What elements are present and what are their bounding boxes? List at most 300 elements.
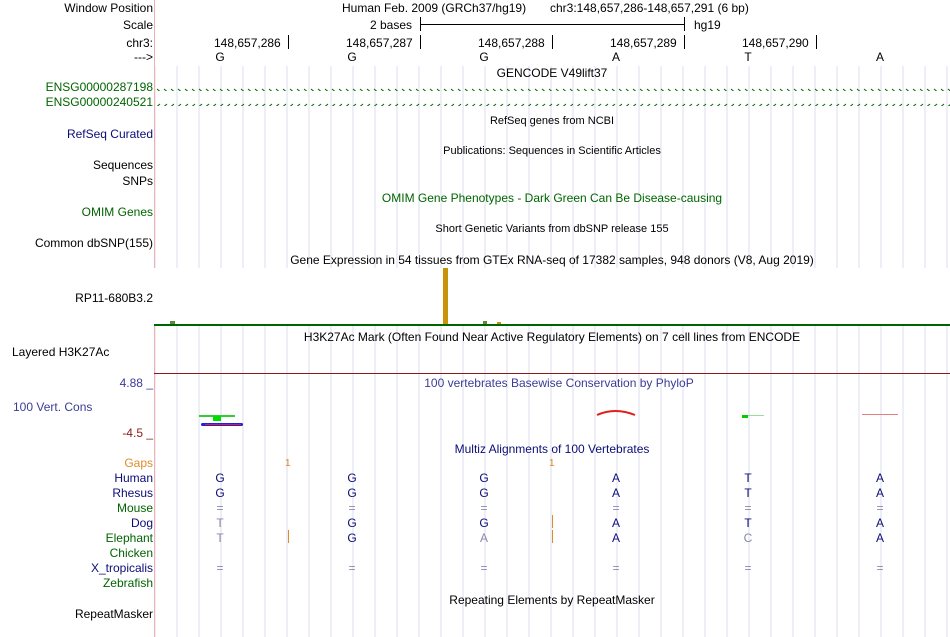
gene-strand-arrow xyxy=(297,89,300,91)
gene-strand-arrow xyxy=(542,104,545,106)
gene-strand-arrow xyxy=(682,104,685,106)
gene-strand-arrow xyxy=(724,89,727,91)
gene-strand-arrow xyxy=(619,104,622,106)
gene-strand-arrow xyxy=(885,89,888,91)
ruler-tick xyxy=(552,35,553,49)
gencode-gene2-label[interactable]: ENSG00000240521 xyxy=(45,95,153,109)
gene-strand-arrow xyxy=(703,89,706,91)
gene-strand-arrow xyxy=(892,89,895,91)
gene-strand-arrow xyxy=(780,89,783,91)
alignment-base: = xyxy=(876,561,884,575)
gene-strand-arrow xyxy=(493,104,496,106)
species-label-dog[interactable]: Dog xyxy=(130,516,153,530)
gene-strand-arrow xyxy=(346,104,349,106)
phylop-label[interactable]: 100 Vert. Cons xyxy=(13,400,93,414)
gene-strand-arrow xyxy=(514,104,517,106)
scale-bar-right-tick xyxy=(684,17,685,31)
gene-strand-arrow xyxy=(388,89,391,91)
gene-strand-arrow xyxy=(829,104,832,106)
gene-strand-arrow xyxy=(206,104,209,106)
gene-strand-arrow xyxy=(528,104,531,106)
gene-strand-arrow xyxy=(402,89,405,91)
gene-strand-arrow xyxy=(171,104,174,106)
gene-strand-arrow xyxy=(220,89,223,91)
gtex-gene-label[interactable]: RP11-680B3.2 xyxy=(75,291,153,305)
gene-strand-arrow xyxy=(395,104,398,106)
gene-strand-arrow xyxy=(878,89,881,91)
alignment-base: = xyxy=(612,501,620,515)
refseq-track-title: RefSeq genes from NCBI xyxy=(489,115,615,127)
gene-strand-arrow xyxy=(675,89,678,91)
gene-strand-arrow xyxy=(157,104,160,106)
ruler-tick xyxy=(420,35,421,49)
phylop-max-label: 4.88 _ xyxy=(119,376,153,390)
gene-strand-arrow xyxy=(234,89,237,91)
alignment-base: G xyxy=(347,486,357,500)
gene-strand-arrow xyxy=(801,104,804,106)
gene-strand-arrow xyxy=(276,89,279,91)
gene-strand-arrow xyxy=(759,89,762,91)
alignment-base: A xyxy=(875,471,884,485)
species-label-rhesus[interactable]: Rhesus xyxy=(112,486,153,500)
gene-strand-arrow xyxy=(927,89,930,91)
gene-strand-arrow xyxy=(703,104,706,106)
gene-strand-arrow xyxy=(458,89,461,91)
species-label-mouse[interactable]: Mouse xyxy=(116,501,153,515)
phylop-signal[interactable] xyxy=(154,404,950,430)
gene-strand-arrow xyxy=(752,89,755,91)
gene-strand-arrow xyxy=(934,104,937,106)
gene-strand-arrow xyxy=(696,89,699,91)
gene-strand-arrow xyxy=(409,89,412,91)
gene-strand-arrow xyxy=(857,104,860,106)
gene-strand-arrow xyxy=(878,104,881,106)
alignment-base: T xyxy=(216,531,224,545)
elephant-insert-mark-2 xyxy=(552,530,553,543)
gene-strand-arrow xyxy=(612,104,615,106)
gene-strand-arrow xyxy=(360,89,363,91)
alignment-base: A xyxy=(479,531,488,545)
dbsnp-label[interactable]: Common dbSNP(155) xyxy=(34,236,153,250)
gene-strand-arrow xyxy=(640,89,643,91)
gene-strand-arrow xyxy=(479,89,482,91)
gene-strand-arrow xyxy=(850,104,853,106)
gene-strand-arrow xyxy=(381,104,384,106)
gene-strand-arrow xyxy=(185,104,188,106)
window-position-label: Window Position xyxy=(64,1,153,15)
gene-strand-arrow xyxy=(787,104,790,106)
gtex-expression-bar[interactable] xyxy=(443,268,448,324)
species-label-human[interactable]: Human xyxy=(114,471,153,485)
gene-strand-arrow xyxy=(248,89,251,91)
gene-strand-arrow xyxy=(850,89,853,91)
gene-strand-arrow xyxy=(920,89,923,91)
gap-mark-1: 1 xyxy=(285,458,291,469)
ruler-position-label: 148,657,290 xyxy=(742,36,809,50)
alignment-base: = xyxy=(216,501,224,515)
ruler-tick xyxy=(288,35,289,49)
alignment-base: G xyxy=(479,486,489,500)
gene-strand-arrow xyxy=(381,89,384,91)
phylop-bar-g1-red xyxy=(205,424,241,425)
gene-strand-arrow xyxy=(500,89,503,91)
gene-strand-arrow xyxy=(178,89,181,91)
gene-strand-arrow xyxy=(430,104,433,106)
gene-strand-arrow xyxy=(234,104,237,106)
gene-strand-arrow xyxy=(227,89,230,91)
alignment-base: T xyxy=(744,471,752,485)
phylop-bar-t2 xyxy=(748,415,764,416)
ruler-base: A xyxy=(611,50,620,64)
gene-strand-arrow xyxy=(444,104,447,106)
gene-strand-arrow xyxy=(563,104,566,106)
h3k27ac-baseline xyxy=(154,373,950,374)
gene-strand-arrow xyxy=(731,104,734,106)
gene-strand-arrow xyxy=(199,89,202,91)
gene-strand-arrow xyxy=(773,104,776,106)
ruler-tick xyxy=(684,35,685,49)
ruler-base: G xyxy=(215,50,225,64)
gene-strand-arrow xyxy=(290,104,293,106)
gene-strand-arrow xyxy=(836,104,839,106)
gene-strand-arrow xyxy=(815,89,818,91)
gene-strand-arrow xyxy=(843,104,846,106)
repeatmasker-track-title: Repeating Elements by RepeatMasker xyxy=(449,593,655,607)
gene-strand-arrow xyxy=(815,104,818,106)
gene-strand-arrow xyxy=(864,89,867,91)
gene-strand-arrow xyxy=(192,104,195,106)
gene-strand-arrow xyxy=(556,89,559,91)
gene-strand-arrow xyxy=(801,89,804,91)
gene-strand-arrow xyxy=(437,104,440,106)
gene-strand-arrow xyxy=(521,89,524,91)
gene-strand-arrow xyxy=(507,89,510,91)
gene-strand-arrow xyxy=(941,104,944,106)
phylop-bar-g1-mid xyxy=(213,416,221,421)
alignment-base: = xyxy=(480,561,488,575)
species-label-zebrafish[interactable]: Zebrafish xyxy=(102,576,153,590)
alignment-base: A xyxy=(875,531,884,545)
gene-strand-arrow xyxy=(423,89,426,91)
h3k27ac-label[interactable]: Layered H3K27Ac xyxy=(12,345,110,359)
strand-label: ---> xyxy=(134,50,153,64)
gene-strand-arrow xyxy=(647,89,650,91)
gene-strand-arrow xyxy=(416,89,419,91)
alignment-base: G xyxy=(479,471,489,485)
gene-strand-arrow xyxy=(920,104,923,106)
phylop-bar-a xyxy=(862,414,898,415)
gene-strand-arrow xyxy=(885,104,888,106)
sequences-label[interactable]: Sequences xyxy=(92,158,153,172)
gene-strand-arrow xyxy=(192,89,195,91)
gene-strand-arrow xyxy=(465,89,468,91)
elephant-insert-mark-1 xyxy=(288,530,289,543)
gene-strand-arrow xyxy=(941,89,944,91)
dbsnp-track-title: Short Genetic Variants from dbSNP release 155 xyxy=(435,223,669,235)
gene-strand-arrow xyxy=(276,104,279,106)
gene-strand-arrow xyxy=(213,89,216,91)
gene-strand-arrow xyxy=(605,104,608,106)
gene-strand-arrow xyxy=(633,104,636,106)
gene-strand-arrow xyxy=(661,89,664,91)
gene-strand-arrow xyxy=(451,104,454,106)
gene-strand-arrow xyxy=(591,104,594,106)
gene-strand-arrow xyxy=(829,89,832,91)
gene-strand-arrow xyxy=(367,89,370,91)
gtex-track[interactable] xyxy=(154,268,950,326)
alignment-base: A xyxy=(875,516,884,530)
gene-strand-arrow xyxy=(906,104,909,106)
gene-strand-arrow xyxy=(514,89,517,91)
gene-strand-arrow xyxy=(374,104,377,106)
gene-strand-arrow xyxy=(367,104,370,106)
ruler-position-label: 148,657,286 xyxy=(214,36,281,50)
scale-db: hg19 xyxy=(694,18,721,32)
ruler-position-label: 148,657,288 xyxy=(478,36,545,50)
gene-strand-arrow xyxy=(423,104,426,106)
alignment-base: A xyxy=(611,531,620,545)
alignment-base: = xyxy=(744,561,752,575)
gene-strand-arrow xyxy=(262,104,265,106)
gene-strand-arrow xyxy=(227,104,230,106)
multiz-track-title: Multiz Alignments of 100 Vertebrates xyxy=(454,442,650,456)
gene-strand-arrow xyxy=(472,104,475,106)
gencode-gene2-track[interactable] xyxy=(154,99,950,106)
alignment-base: C xyxy=(743,531,753,545)
gene-strand-arrow xyxy=(759,104,762,106)
ruler-base: G xyxy=(479,50,489,64)
gene-strand-arrow xyxy=(465,104,468,106)
h3k27ac-track-title: H3K27Ac Mark (Often Found Near Active Regulatory Elements) on 7 cell lines from ENCODE xyxy=(303,330,801,344)
gene-strand-arrow xyxy=(934,89,937,91)
gene-strand-arrow xyxy=(892,104,895,106)
alignment-base: = xyxy=(744,501,752,515)
gene-strand-arrow xyxy=(843,89,846,91)
gene-strand-arrow xyxy=(409,104,412,106)
gene-strand-arrow xyxy=(290,89,293,91)
gencode-gene1-arrows xyxy=(154,88,950,91)
species-label-x_tropicalis[interactable]: X_tropicalis xyxy=(90,561,153,575)
gene-strand-arrow xyxy=(731,89,734,91)
gene-strand-arrow xyxy=(171,89,174,91)
gene-strand-arrow xyxy=(353,104,356,106)
gene-strand-arrow xyxy=(654,104,657,106)
gencode-gene1-label[interactable]: ENSG00000287198 xyxy=(45,80,153,94)
gene-strand-arrow xyxy=(591,89,594,91)
gene-strand-arrow xyxy=(325,104,328,106)
gene-strand-arrow xyxy=(528,89,531,91)
gene-strand-arrow xyxy=(654,89,657,91)
gene-strand-arrow xyxy=(927,104,930,106)
gene-strand-arrow xyxy=(269,89,272,91)
gene-strand-arrow xyxy=(899,104,902,106)
alignment-base: = xyxy=(480,501,488,515)
gene-strand-arrow xyxy=(360,104,363,106)
gene-strand-arrow xyxy=(346,89,349,91)
gene-strand-arrow xyxy=(332,104,335,106)
gene-strand-arrow xyxy=(661,104,664,106)
gene-strand-arrow xyxy=(164,89,167,91)
gene-strand-arrow xyxy=(220,104,223,106)
gencode-gene1-track[interactable] xyxy=(154,84,950,91)
gene-strand-arrow xyxy=(794,89,797,91)
repeatmasker-label[interactable]: RepeatMasker xyxy=(74,607,153,621)
gene-strand-arrow xyxy=(304,89,307,91)
gene-strand-arrow xyxy=(864,104,867,106)
assembly-name[interactable]: Human Feb. 2009 (GRCh37/hg19) xyxy=(342,1,527,15)
gene-strand-arrow xyxy=(353,89,356,91)
gene-strand-arrow xyxy=(668,104,671,106)
ruler-position-label: 148,657,289 xyxy=(610,36,677,50)
species-label-chicken[interactable]: Chicken xyxy=(109,546,153,560)
gene-strand-arrow xyxy=(612,89,615,91)
gene-strand-arrow xyxy=(542,89,545,91)
gene-strand-arrow xyxy=(563,89,566,91)
gene-strand-arrow xyxy=(668,89,671,91)
gene-strand-arrow xyxy=(808,104,811,106)
gene-strand-arrow xyxy=(605,89,608,91)
snps-label[interactable]: SNPs xyxy=(122,174,153,188)
gene-strand-arrow xyxy=(794,104,797,106)
gene-strand-arrow xyxy=(521,104,524,106)
gene-strand-arrow xyxy=(486,104,489,106)
alignment-base: A xyxy=(611,516,620,530)
gene-strand-arrow xyxy=(262,89,265,91)
gene-strand-arrow xyxy=(493,89,496,91)
gene-strand-arrow xyxy=(507,104,510,106)
gene-strand-arrow xyxy=(689,89,692,91)
gene-strand-arrow xyxy=(304,104,307,106)
alignment-base: T xyxy=(744,486,752,500)
gene-strand-arrow xyxy=(752,104,755,106)
alignment-base: G xyxy=(347,516,357,530)
gene-strand-arrow xyxy=(577,104,580,106)
refseq-label[interactable]: RefSeq Curated xyxy=(66,127,153,141)
gene-strand-arrow xyxy=(570,89,573,91)
gene-strand-arrow xyxy=(773,89,776,91)
gene-strand-arrow xyxy=(906,89,909,91)
dog-insert-mark xyxy=(552,515,553,528)
alignment-base: G xyxy=(215,486,225,500)
alignment-base: T xyxy=(216,516,224,530)
gene-strand-arrow xyxy=(598,104,601,106)
alignment-base: G xyxy=(215,471,225,485)
gene-strand-arrow xyxy=(535,104,538,106)
gene-strand-arrow xyxy=(822,104,825,106)
gencode-track-title: GENCODE V49lift37 xyxy=(496,66,608,80)
gene-strand-arrow xyxy=(913,104,916,106)
alignment-base: G xyxy=(347,471,357,485)
gene-strand-arrow xyxy=(619,89,622,91)
gap-mark-2: 1 xyxy=(549,458,555,469)
gene-strand-arrow xyxy=(199,104,202,106)
gene-strand-arrow xyxy=(710,104,713,106)
gene-strand-arrow xyxy=(738,104,741,106)
gene-strand-arrow xyxy=(710,89,713,91)
gene-strand-arrow xyxy=(430,89,433,91)
ruler-tick xyxy=(816,35,817,49)
alignment-base: = xyxy=(216,561,224,575)
gene-strand-arrow xyxy=(185,89,188,91)
gene-strand-arrow xyxy=(766,104,769,106)
gene-strand-arrow xyxy=(458,104,461,106)
alignment-base: T xyxy=(744,516,752,530)
gene-strand-arrow xyxy=(598,89,601,91)
gene-strand-arrow xyxy=(689,104,692,106)
phylop-bar-t xyxy=(742,415,748,418)
gene-strand-arrow xyxy=(640,104,643,106)
gene-strand-arrow xyxy=(255,89,258,91)
gene-strand-arrow xyxy=(164,104,167,106)
gene-strand-arrow xyxy=(787,89,790,91)
gene-strand-arrow xyxy=(682,89,685,91)
gene-strand-arrow xyxy=(717,104,720,106)
omim-label[interactable]: OMIM Genes xyxy=(81,205,153,219)
gene-strand-arrow xyxy=(500,104,503,106)
gencode-gene2-arrows xyxy=(154,103,950,106)
gene-strand-arrow xyxy=(283,89,286,91)
gene-strand-arrow xyxy=(766,89,769,91)
omim-track-title: OMIM Gene Phenotypes - Dark Green Can Be Disease-causing xyxy=(381,191,723,205)
alignment-base: G xyxy=(479,516,489,530)
gene-strand-arrow xyxy=(899,89,902,91)
gene-strand-arrow xyxy=(584,89,587,91)
window-coords[interactable]: chr3:148,657,286-148,657,291 (6 bp) xyxy=(550,1,749,15)
phylop-track-title: 100 vertebrates Basewise Conservation by PhyloP xyxy=(424,376,694,390)
gene-strand-arrow xyxy=(402,104,405,106)
gtex-track-title: Gene Expression in 54 tissues from GTEx RNA-seq of 17382 samples, 948 donors (V8, Aug 2019) xyxy=(290,253,814,267)
gene-strand-arrow xyxy=(724,104,727,106)
gene-strand-arrow xyxy=(535,89,538,91)
gene-strand-arrow xyxy=(451,89,454,91)
gene-strand-arrow xyxy=(437,89,440,91)
gene-strand-arrow xyxy=(339,104,342,106)
publications-track-title: Publications: Sequences in Scientific Articles xyxy=(443,145,661,157)
alignment-base: = xyxy=(348,501,356,515)
alignment-base: = xyxy=(612,561,620,575)
species-label-elephant[interactable]: Elephant xyxy=(105,531,153,545)
gene-strand-arrow xyxy=(584,104,587,106)
gene-strand-arrow xyxy=(486,89,489,91)
gene-strand-arrow xyxy=(339,89,342,91)
gene-strand-arrow xyxy=(913,89,916,91)
gene-strand-arrow xyxy=(549,104,552,106)
alignment-base: A xyxy=(611,486,620,500)
gene-strand-arrow xyxy=(570,104,573,106)
gene-strand-arrow xyxy=(416,104,419,106)
gene-strand-arrow xyxy=(213,104,216,106)
gene-strand-arrow xyxy=(633,89,636,91)
gene-strand-arrow xyxy=(745,89,748,91)
gene-strand-arrow xyxy=(444,89,447,91)
gene-strand-arrow xyxy=(871,104,874,106)
alignment-base: A xyxy=(611,471,620,485)
gene-strand-arrow xyxy=(248,104,251,106)
gene-strand-arrow xyxy=(255,104,258,106)
ruler-base: G xyxy=(347,50,357,64)
gene-strand-arrow xyxy=(717,89,720,91)
gene-strand-arrow xyxy=(332,89,335,91)
gene-strand-arrow xyxy=(479,104,482,106)
gene-strand-arrow xyxy=(675,104,678,106)
gaps-label: Gaps xyxy=(124,456,153,470)
gene-strand-arrow xyxy=(395,89,398,91)
gene-strand-arrow xyxy=(738,89,741,91)
gene-strand-arrow xyxy=(822,89,825,91)
gene-strand-arrow xyxy=(836,89,839,91)
alignment-base: G xyxy=(347,531,357,545)
scale-text: 2 bases xyxy=(370,18,413,32)
